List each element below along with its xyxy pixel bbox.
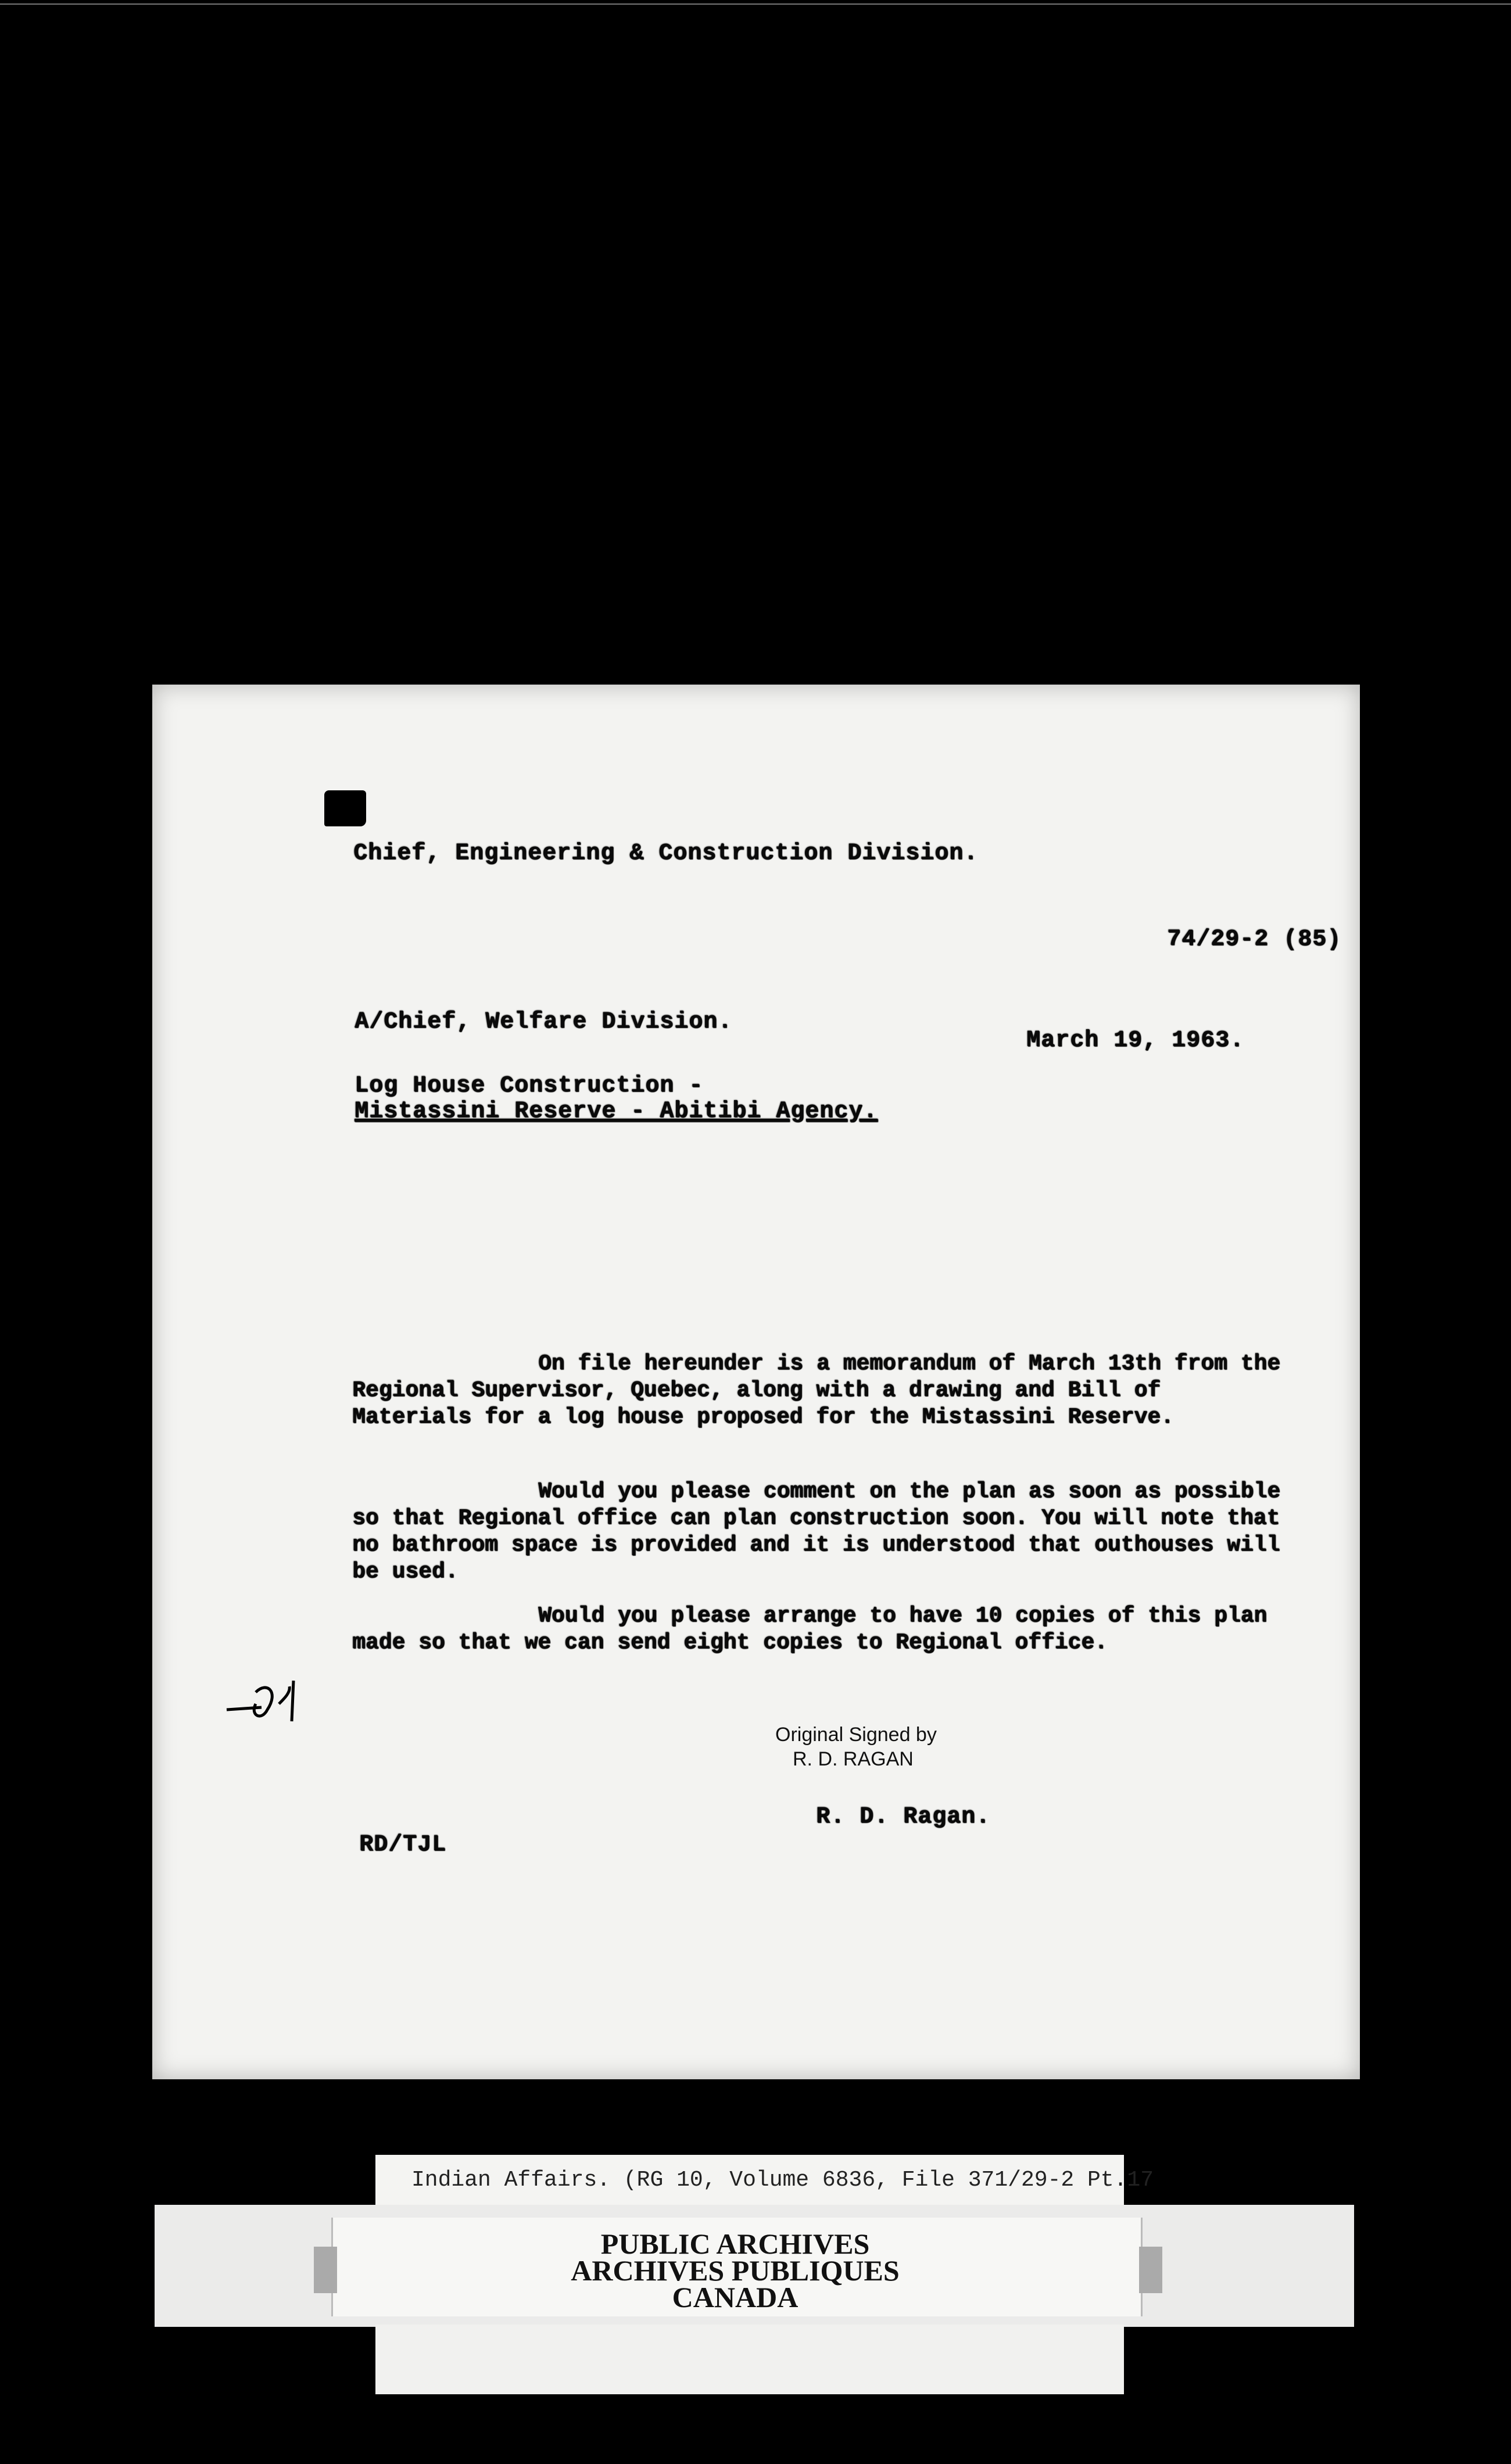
letter-sheet (152, 685, 1360, 2079)
paragraph-3 (352, 1603, 1282, 1656)
archive-line-2: ARCHIVES PUBLIQUES (571, 2254, 900, 2287)
paragraph-2-text: Would you please comment on the plan as soon as possible so that Regional office can plan construction soon. You will note that no bathroom space is provided and it is understood that outhouses will be used. (352, 1479, 1281, 1584)
typed-signature: R. D. Ragan. (816, 1804, 991, 1830)
paragraph-1-text: On file hereunder is a memorandum of March 13th from the Regional Supervisor, Quebec, along with a drawing and Bill of Materials for a log house proposed for the Mistassini Reserve. (352, 1351, 1281, 1430)
letter-date: March 19, 1963. (1026, 1027, 1245, 1054)
handwritten-initial (221, 1669, 325, 1733)
subject-line-2: Mistassini Reserve - Abitibi Agency. (355, 1098, 878, 1124)
from-line: Chief, Engineering & Construction Division. (353, 840, 979, 866)
top-edge-line (0, 3, 1511, 5)
subject-line-1: Log House Construction - (355, 1073, 704, 1099)
ink-blot (324, 790, 366, 826)
paragraph-2 (352, 1478, 1282, 1585)
file-number: 74/29-2 (85) (1167, 926, 1342, 952)
archive-reference: Indian Affairs. (RG 10, Volume 6836, File 371/29-2 Pt.17 (411, 2168, 1154, 2193)
signed-stamp-line-1: Original Signed by (775, 1724, 937, 1746)
archive-line-3: CANADA (672, 2281, 799, 2313)
paragraph-1 (352, 1351, 1282, 1431)
reference-initials: RD/TJL (359, 1832, 447, 1858)
to-line: A/Chief, Welfare Division. (355, 1009, 733, 1035)
paragraph-3-text: Would you please arrange to have 10 copies of this plan made so that we can send eight copies to Regional office. (352, 1603, 1267, 1655)
signed-stamp (775, 1722, 937, 1771)
archive-line-1: PUBLIC ARCHIVES (600, 2227, 870, 2260)
signed-stamp-line-2: R. D. RAGAN (793, 1748, 914, 1770)
archive-label-bottom (375, 2325, 1124, 2394)
label-tab-right (1139, 2247, 1162, 2293)
